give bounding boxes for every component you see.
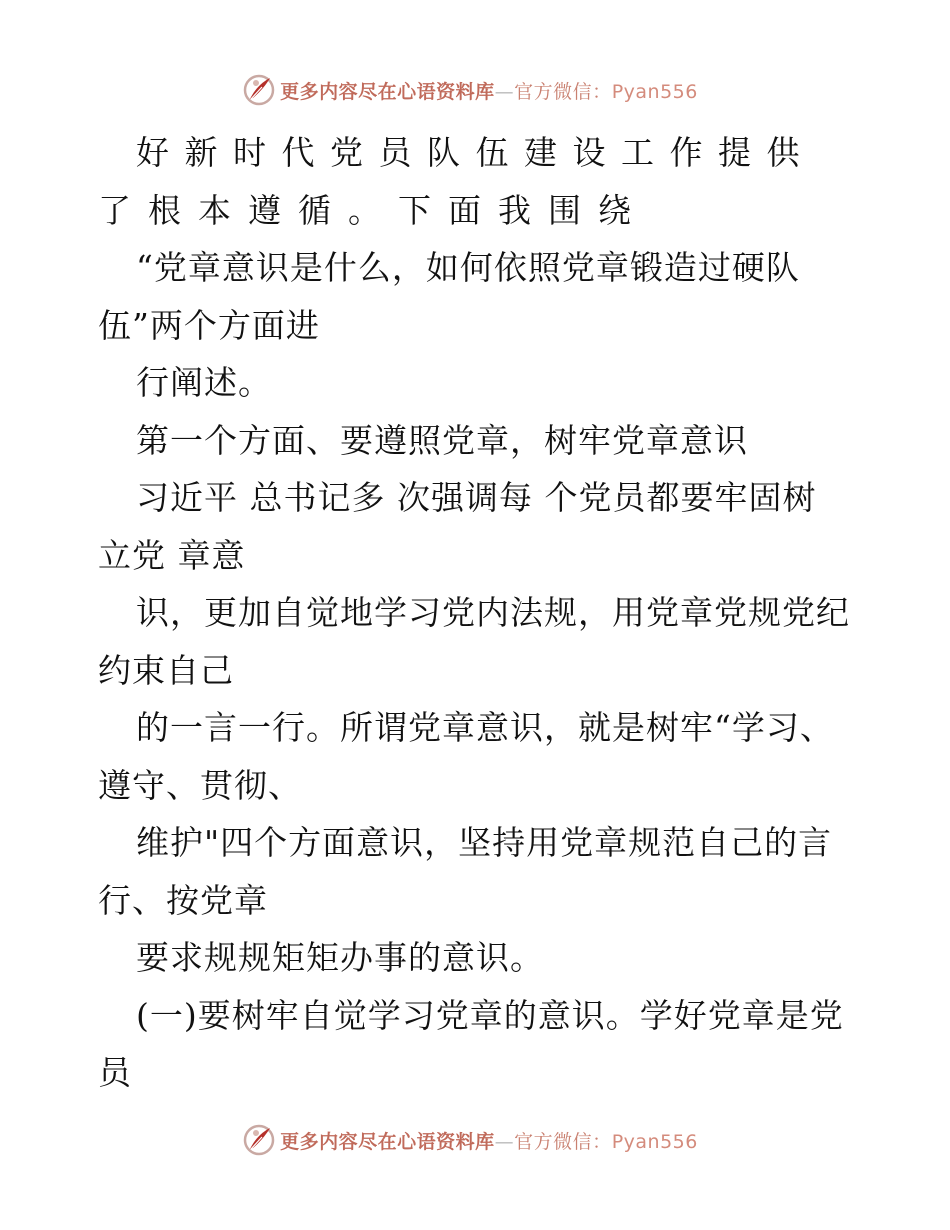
body-line: 行、按党章: [98, 880, 268, 920]
header-wechat-label: 官方微信：: [514, 80, 612, 103]
quill-logo-icon: [242, 1123, 276, 1157]
body-line: 维护"四个方面意识，坚持用党章规范自己的言: [136, 823, 833, 862]
header-banner-inner: [242, 73, 698, 107]
quill-logo-icon: [242, 73, 276, 107]
footer-wechat-label: 官方微信：: [514, 1130, 612, 1153]
body-line: 要求规规矩矩办事的意识。: [136, 938, 544, 977]
footer-banner: [0, 1122, 950, 1158]
body-line: 了根本遵循。下面我围绕: [98, 190, 648, 230]
body-line: 好新时代党员队伍建设工作提供: [136, 133, 815, 172]
footer-separator: —: [494, 1130, 515, 1153]
footer-site-name: 更多内容尽在心语资料库: [280, 1130, 495, 1153]
body-line: 识，更加自觉地学习党内法规，用党章党规党纪: [136, 593, 850, 632]
body-line: (一)要树牢自觉学习党章的意识。学好党章是党: [136, 995, 844, 1035]
header-wechat-handle: Pyan556: [611, 80, 698, 103]
header-banner-text: [280, 77, 698, 104]
body-line: 遵守、贯彻、: [98, 765, 302, 805]
body-line: 行阐述。: [136, 363, 272, 402]
body-line: 伍”两个方面进: [98, 305, 320, 345]
body-line: “党章意识是什么，如何依照党章锻造过硬队: [136, 248, 800, 287]
document-body: [98, 124, 858, 1102]
header-banner: [0, 72, 950, 108]
footer-banner-inner: [242, 1123, 698, 1157]
footer-banner-text: [280, 1127, 698, 1154]
body-line: 员: [98, 1053, 132, 1092]
body-line: 的一言一行。所谓党章意识，就是树牢“学习、: [136, 708, 834, 747]
footer-wechat-handle: Pyan556: [611, 1130, 698, 1153]
body-line: 立党 章意: [98, 535, 246, 575]
body-line: 习近平 总书记多 次强调每 个党员都要牢固树: [136, 478, 817, 517]
body-line: 第一个方面、要遵照党章，树牢党章意识: [136, 420, 748, 460]
header-separator: —: [494, 80, 515, 103]
header-site-name: 更多内容尽在心语资料库: [280, 80, 495, 103]
body-line: 约束自己: [98, 650, 234, 690]
